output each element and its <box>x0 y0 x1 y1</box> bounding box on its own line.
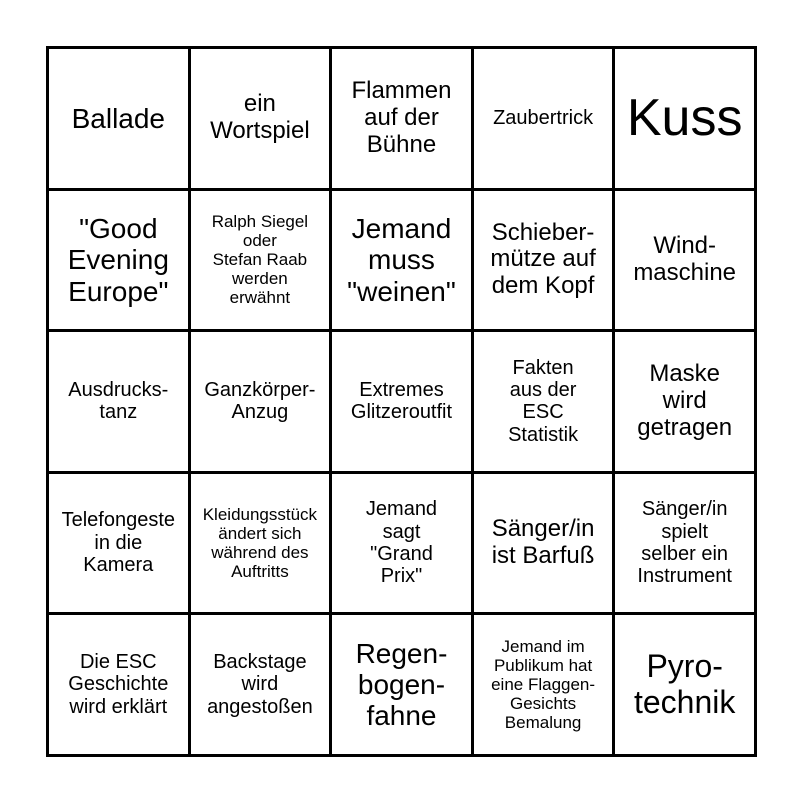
cell-text: Kleidungsstück ändert sich während des Auftritts <box>202 505 318 582</box>
bingo-cell[interactable] <box>191 332 333 474</box>
cell-text: Sänger/in spielt selber ein Instrument <box>637 498 732 588</box>
bingo-cell[interactable] <box>615 474 757 616</box>
cell-text: "Good Evening Europe" <box>67 212 169 307</box>
bingo-cell[interactable] <box>332 332 474 474</box>
cell-text: Kuss <box>626 89 743 148</box>
cell-text: Die ESC Geschichte wird erklärt <box>68 651 169 718</box>
cell-text: Ballade <box>71 102 165 134</box>
bingo-cell[interactable] <box>332 615 474 757</box>
cell-text: Telefongeste in die Kamera <box>61 509 175 577</box>
bingo-cell[interactable] <box>332 191 474 333</box>
cell-text: Backstage wird angestoßen <box>207 651 313 718</box>
bingo-cell[interactable] <box>474 474 616 616</box>
bingo-cell[interactable] <box>474 615 616 757</box>
cell-text: Zaubertrick <box>493 107 594 130</box>
cell-text: Maske wird getragen <box>637 360 733 441</box>
cell-text: Ausdrucks- tanz <box>68 379 169 424</box>
cell-text: Fakten aus der ESC Statistik <box>508 356 579 446</box>
cell-text: Jemand im Publikum hat eine Flaggen- Gesichts Bemalung <box>491 637 596 733</box>
bingo-cell[interactable] <box>474 332 616 474</box>
bingo-cell[interactable] <box>191 49 333 191</box>
cell-text: Schieber- mütze auf dem Kopf <box>490 218 596 300</box>
bingo-cell[interactable] <box>49 49 191 191</box>
cell-text: ein Wortspiel <box>210 90 310 145</box>
bingo-cell[interactable] <box>474 191 616 333</box>
cell-text: Ganzkörper- Anzug <box>204 379 316 424</box>
bingo-cell[interactable] <box>49 474 191 616</box>
cell-text: Ralph Siegel oder Stefan Raab werden erwähnt <box>211 212 309 308</box>
cell-text: Extremes Glitzeroutfit <box>350 379 453 424</box>
cell-text: Regen- bogen- fahne <box>355 637 448 732</box>
bingo-cell[interactable] <box>49 615 191 757</box>
bingo-cell[interactable] <box>191 191 333 333</box>
bingo-cell[interactable] <box>615 191 757 333</box>
bingo-cell[interactable] <box>332 49 474 191</box>
cell-text: Flammen auf der Bühne <box>351 76 452 158</box>
bingo-cell[interactable] <box>49 332 191 474</box>
bingo-cell[interactable] <box>615 332 757 474</box>
cell-text: Pyro- technik <box>633 647 736 720</box>
cell-text: Sänger/in ist Barfuß <box>491 515 595 570</box>
bingo-cell[interactable] <box>332 474 474 616</box>
cell-text: Jemand muss "weinen" <box>347 212 456 307</box>
bingo-cell[interactable] <box>191 474 333 616</box>
cell-text: Jemand sagt "Grand Prix" <box>365 498 438 588</box>
bingo-cell[interactable] <box>615 49 757 191</box>
cell-text: Wind- maschine <box>633 232 737 286</box>
bingo-cell[interactable] <box>615 615 757 757</box>
bingo-cell[interactable] <box>49 191 191 333</box>
bingo-board <box>46 46 757 757</box>
bingo-cell[interactable] <box>474 49 616 191</box>
bingo-cell[interactable] <box>191 615 333 757</box>
